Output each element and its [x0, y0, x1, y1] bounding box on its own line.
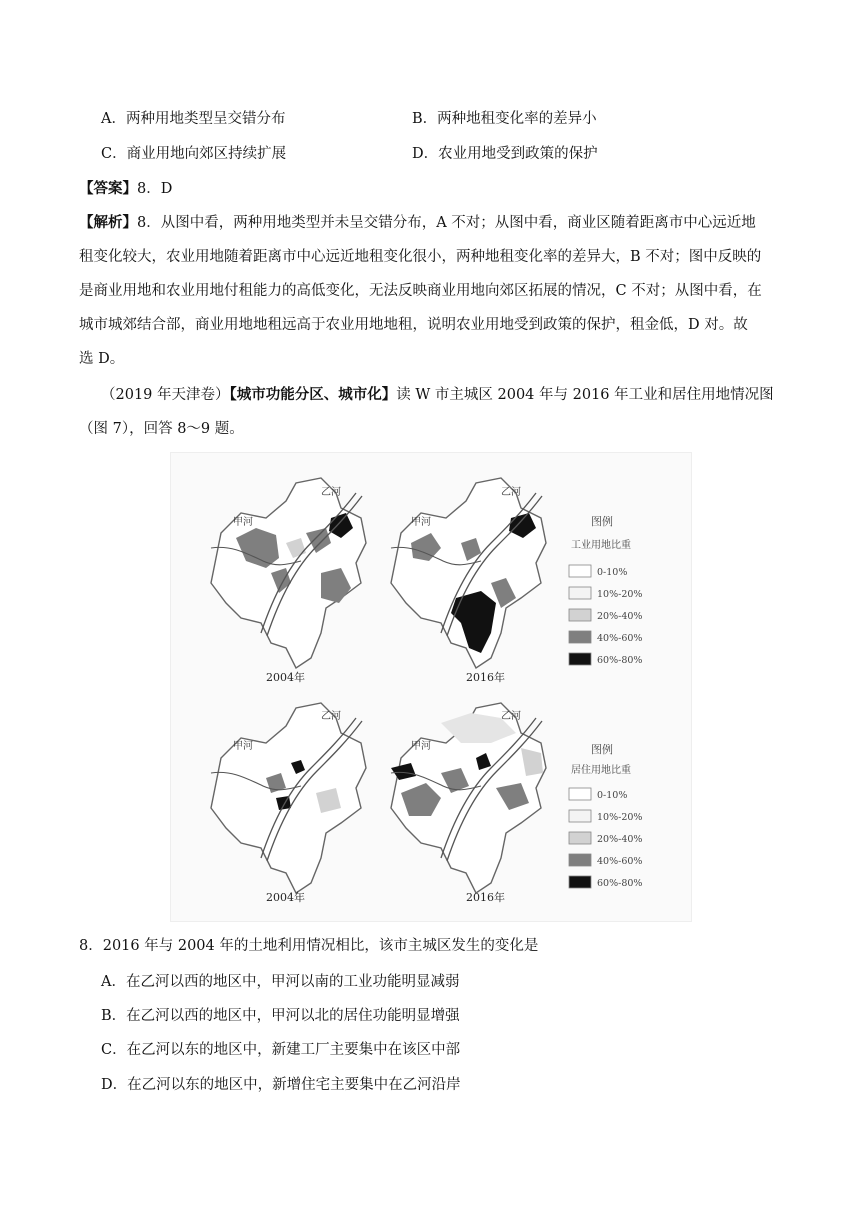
intro-topic: 【城市功能分区、城市化】: [229, 386, 397, 403]
map-label-residence-2004: 2004年: [266, 891, 305, 904]
legend-industry-swatch-2: [569, 609, 591, 621]
legend-residence-swatch-1: [569, 810, 591, 822]
river-label-b-2: 乙河: [501, 487, 521, 498]
map-residence-2016: [391, 703, 546, 893]
legend-industry-label-0: 0-10%: [597, 567, 628, 578]
analysis-text-1: 8．从图中看，两种用地类型并未呈交错分布，A 不对；从图中看，商业区随着距离市中心远近地: [137, 215, 756, 231]
legend-residence-label-0: 0-10%: [597, 790, 628, 801]
map-label-residence-2016: 2016年: [466, 891, 505, 904]
legend-industry-swatch-1: [569, 587, 591, 599]
legend-industry-swatch-3: [569, 631, 591, 643]
analysis-label: 【解析】: [79, 214, 137, 231]
map-figure: [170, 452, 692, 922]
map-label-industry-2016: 2016年: [466, 671, 505, 684]
intro-line-2: （图 7），回答 8～9 题。: [79, 421, 244, 437]
option-b: B．两种地租变化率的差异小: [412, 111, 597, 127]
map-figure-svg: [171, 453, 691, 921]
legend-residence-label-3: 40%-60%: [597, 856, 643, 867]
legend-residence-swatch-3: [569, 854, 591, 866]
legend-industry-label-3: 40%-60%: [597, 633, 643, 644]
legend-industry-label-4: 60%-80%: [597, 655, 643, 666]
legend-residence-title: 图例: [591, 743, 613, 756]
legend-industry-swatch-0: [569, 565, 591, 577]
answer-label: 【答案】: [79, 180, 137, 197]
answer-text: 8．D: [137, 181, 173, 197]
legend-residence-label-4: 60%-80%: [597, 878, 643, 889]
legend-industry-subtitle: 工业用地比重: [571, 540, 631, 551]
option-c: C．商业用地向郊区持续扩展: [101, 146, 287, 162]
question-8-option-a: A．在乙河以西的地区中，甲河以南的工业功能明显减弱: [101, 974, 460, 990]
map-industry-2004: [211, 478, 366, 668]
answer-line: [79, 179, 172, 199]
river-label-a-2: 甲河: [411, 517, 431, 528]
legend-industry-swatch-4: [569, 653, 591, 665]
legend-industry-label-2: 20%-40%: [597, 611, 643, 622]
river-label-b-1: 乙河: [321, 487, 341, 498]
map-label-industry-2004: 2004年: [266, 671, 305, 684]
analysis-line-1: [79, 213, 756, 233]
option-a: A．两种用地类型呈交错分布: [101, 111, 286, 127]
legend-industry: [569, 514, 642, 666]
legend-residence-label-2: 20%-40%: [597, 834, 643, 845]
question-8-option-c: C．在乙河以东的地区中，新建工厂主要集中在该区中部: [101, 1042, 461, 1058]
intro-line-1: [101, 385, 774, 405]
river-label-b-4: 乙河: [501, 711, 521, 722]
question-8-option-b: B．在乙河以西的地区中，甲河以北的居住功能明显增强: [101, 1008, 460, 1024]
legend-residence-swatch-0: [569, 788, 591, 800]
analysis-line-5: 选 D。: [79, 351, 125, 367]
map-residence-2004: [211, 703, 366, 893]
river-label-a-3: 甲河: [233, 741, 253, 752]
option-d: D．农业用地受到政策的保护: [412, 146, 598, 162]
question-8-option-d: D．在乙河以东的地区中，新增住宅主要集中在乙河沿岸: [101, 1077, 461, 1093]
map-industry-2016: [391, 478, 546, 668]
legend-industry-label-1: 10%-20%: [597, 589, 643, 600]
intro-rest: 读 W 市主城区 2004 年与 2016 年工业和居住用地情况图: [396, 387, 774, 403]
analysis-line-2: 租变化较大，农业用地随着距离市中心远近地租变化很小，两种地租变化率的差异大，B 不对；图中反映的: [79, 249, 762, 265]
river-label-a-4: 甲河: [411, 741, 431, 752]
legend-residence-subtitle: 居住用地比重: [571, 765, 631, 776]
river-label-a-1: 甲河: [233, 517, 253, 528]
question-8-stem: 8．2016 年与 2004 年的土地利用情况相比，该市主城区发生的变化是: [79, 938, 539, 954]
legend-residence: [569, 742, 642, 889]
legend-residence-label-1: 10%-20%: [597, 812, 643, 823]
intro-prefix: （2019 年天津卷）: [101, 387, 230, 403]
legend-industry-title: 图例: [591, 515, 613, 528]
legend-residence-swatch-2: [569, 832, 591, 844]
analysis-line-4: 城市城郊结合部，商业用地地租远高于农业用地地租，说明农业用地受到政策的保护，租金低，D 对。故: [79, 317, 748, 333]
analysis-line-3: 是商业用地和农业用地付租能力的高低变化，无法反映商业用地向郊区拓展的情况，C 不对；从图中看，在: [79, 283, 762, 299]
river-label-b-3: 乙河: [321, 711, 341, 722]
legend-residence-swatch-4: [569, 876, 591, 888]
